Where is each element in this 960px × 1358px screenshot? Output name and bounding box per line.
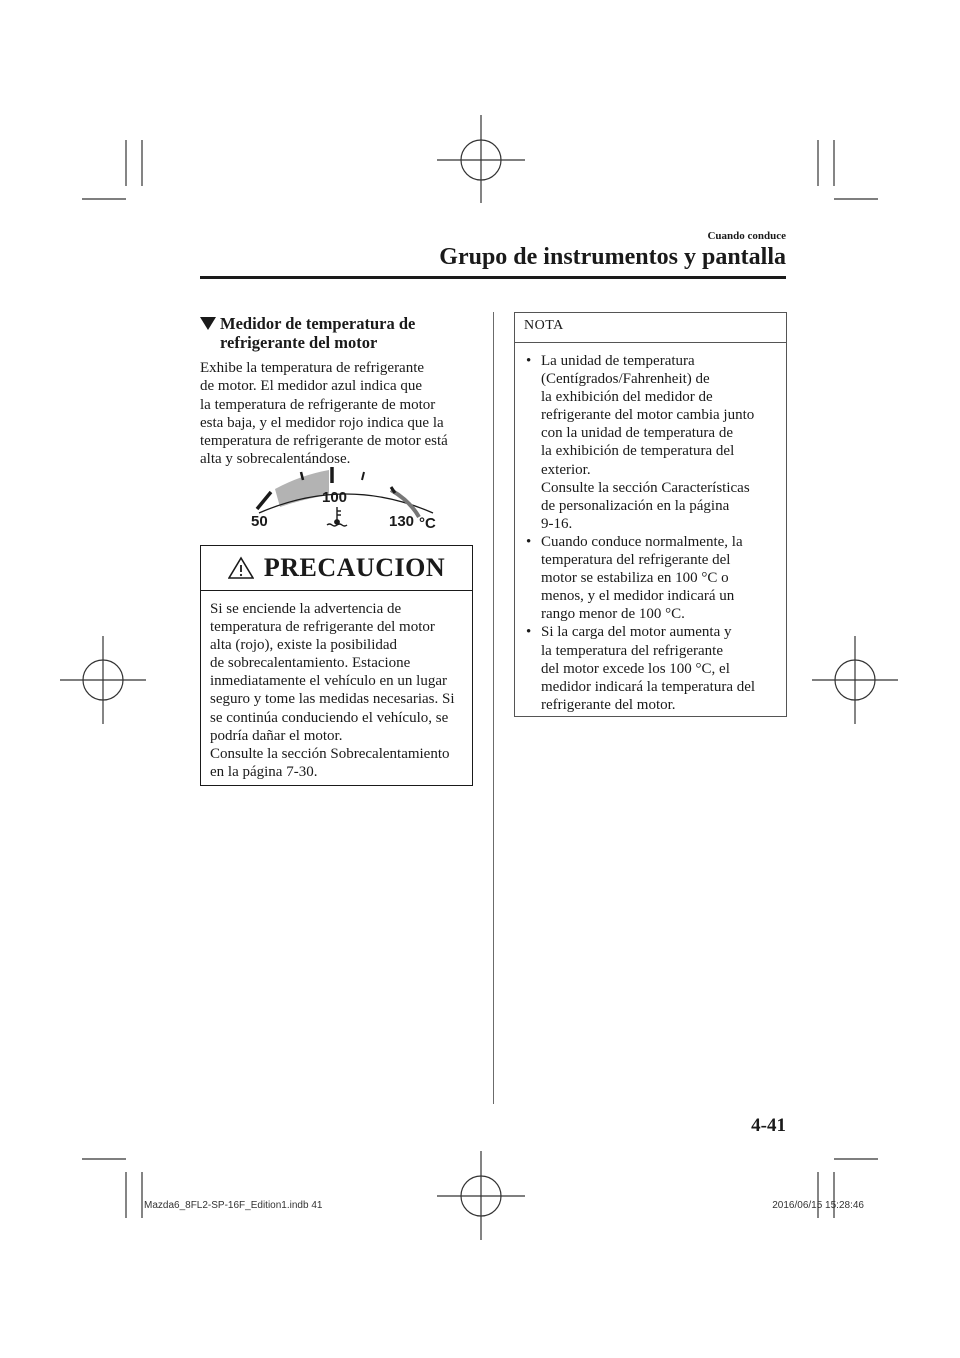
caution-line: Consulte la sección Sobrecalentamiento xyxy=(210,745,450,762)
temperature-gauge xyxy=(243,463,449,533)
header-section-label: Cuando conduce xyxy=(707,230,786,242)
note-line: Cuando conduce normalmente, la xyxy=(541,533,743,550)
note-line: del motor excede los 100 °C, el xyxy=(541,660,730,677)
note-line: Si la carga del motor aumenta y xyxy=(541,624,732,641)
caution-line: se continúa conduciendo el vehículo, se xyxy=(210,709,449,726)
note-line: la exhibición del medidor de xyxy=(541,389,713,406)
gauge-cold-segment xyxy=(257,492,271,509)
caution-divider xyxy=(201,590,472,591)
section-body xyxy=(200,359,482,469)
gauge-mid-label: 100 xyxy=(322,489,348,506)
bullet-icon: • xyxy=(526,624,532,641)
note-line: temperatura del refrigerante del xyxy=(541,552,731,569)
note-item xyxy=(525,623,783,713)
footer-datetime: 2016/06/15 15:28:46 xyxy=(772,1200,864,1211)
note-line: La unidad de temperatura xyxy=(541,353,695,369)
note-divider xyxy=(515,342,786,343)
body-line: esta baja, y el medidor rojo indica que la xyxy=(200,414,444,431)
note-box xyxy=(514,312,787,717)
warning-triangle-icon xyxy=(228,556,254,580)
section-title-line: refrigerante del motor xyxy=(220,333,378,352)
caution-box xyxy=(200,545,473,786)
body-line: alta y sobrecalentándose. xyxy=(200,451,351,468)
note-line: menos, y el medidor indicará un xyxy=(541,588,735,605)
note-item xyxy=(525,533,783,623)
note-line: (Centígrados/Fahrenheit) de xyxy=(541,371,710,388)
note-line: Consulte la sección Características xyxy=(541,479,750,496)
body-line: temperatura de refrigerante de motor está xyxy=(200,433,448,450)
section-title xyxy=(200,314,480,352)
caution-line: temperatura de refrigerante del motor xyxy=(210,619,435,636)
caution-header xyxy=(201,546,472,590)
gauge-tick xyxy=(362,472,364,480)
header-rule xyxy=(200,276,786,279)
note-line: de personalización en la página xyxy=(541,497,730,514)
caution-line: de sobrecalentamiento. Estacione xyxy=(210,655,411,672)
caution-text xyxy=(210,600,472,781)
footer-file-name: Mazda6_8FL2-SP-16F_Edition1.indb 41 xyxy=(144,1200,323,1211)
gauge-max-label: 130 xyxy=(389,513,415,530)
note-line: con la unidad de temperatura de xyxy=(541,425,733,442)
caution-line: podría dañar el motor. xyxy=(210,727,343,744)
note-line: exterior. xyxy=(541,461,591,478)
gauge-min-label: 50 xyxy=(251,513,268,530)
body-line: Exhibe la temperatura de refrigerante xyxy=(200,360,425,376)
note-line: motor se estabiliza en 100 °C o xyxy=(541,570,729,587)
caution-line: en la página 7-30. xyxy=(210,763,318,780)
note-list xyxy=(525,352,783,714)
page-number: 4-41 xyxy=(751,1115,786,1136)
body-line: de motor. El medidor azul indica que xyxy=(200,378,423,395)
note-title: NOTA xyxy=(524,318,564,333)
gauge-unit-label: °C xyxy=(419,515,436,532)
note-line: refrigerante del motor. xyxy=(541,696,676,713)
note-line: medidor indicará la temperatura del xyxy=(541,678,756,695)
caution-line: alta (rojo), existe la posibilidad xyxy=(210,637,398,654)
chapter-title: Grupo de instrumentos y pantalla xyxy=(439,244,786,270)
note-line: 9-16. xyxy=(541,515,573,532)
column-divider xyxy=(493,312,494,1104)
coolant-temperature-icon xyxy=(327,507,347,526)
caution-line: Si se enciende la advertencia de xyxy=(210,601,402,617)
caution-line: seguro y tome las medidas necesarias. Si xyxy=(210,691,455,708)
note-item xyxy=(525,352,783,533)
caution-title: PRECAUCION xyxy=(263,553,446,582)
note-line: la temperatura del refrigerante xyxy=(541,642,723,659)
bullet-icon: • xyxy=(526,533,532,550)
bullet-icon: • xyxy=(526,353,532,369)
note-line: refrigerante del motor cambia junto xyxy=(541,407,755,424)
section-triangle-icon xyxy=(200,317,216,331)
note-line: la exhibición de temperatura del xyxy=(541,443,735,460)
body-line: la temperatura de refrigerante de motor xyxy=(200,396,436,413)
caution-line: inmediatamente el vehículo en un lugar xyxy=(210,673,447,690)
note-line: rango menor de 100 °C. xyxy=(541,606,685,623)
section-title-line: Medidor de temperatura de xyxy=(220,314,416,333)
